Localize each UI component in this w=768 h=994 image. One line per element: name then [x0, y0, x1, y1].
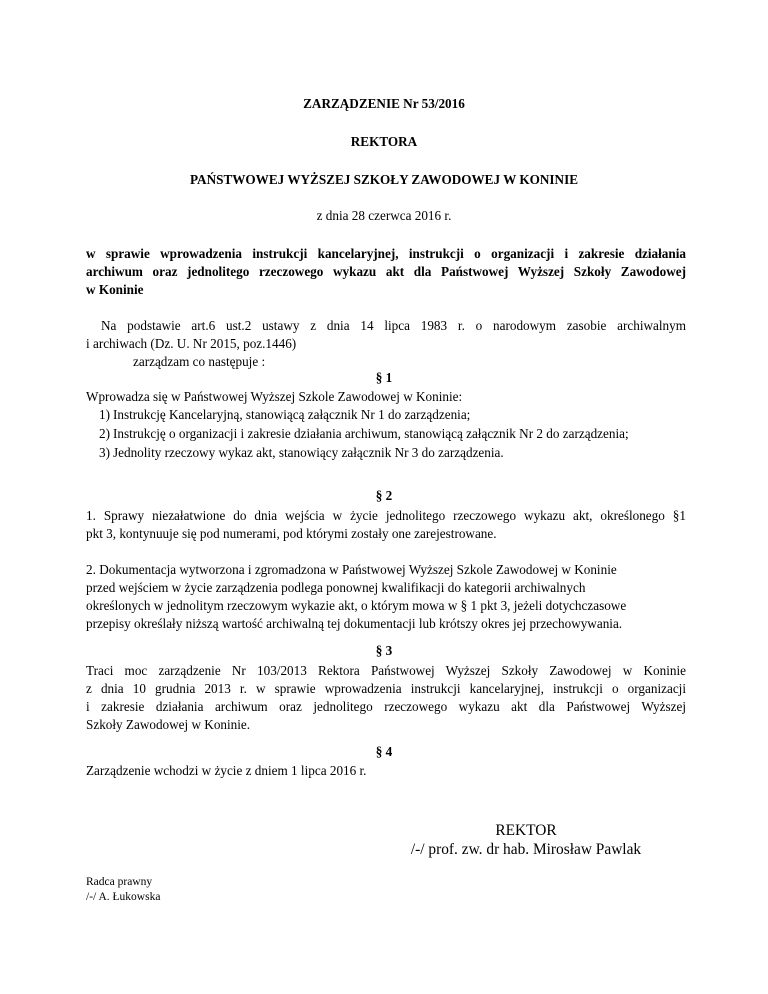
subject-line: w sprawie wprowadzenia instrukcji kancelaryjnej, instrukcji o organizacji i zakresie działania [86, 246, 686, 261]
preamble-line: zarządzam co następuje : [133, 354, 266, 369]
paragraph-line: i zakresie działania archiwum oraz jednolitego rzeczowego wykazu akt dla Państwowej Wyższej [86, 699, 686, 714]
legal-name: /-/ A. Łukowska [86, 891, 161, 903]
issuer-title: REKTORA [350, 134, 418, 149]
paragraph-line: 1. Sprawy niezałatwione do dnia wejścia w życie jednolitego rzeczowego wykazu akt, określonego §1 [86, 508, 686, 523]
paragraph-line: z dnia 10 grudnia 2013 r. w sprawie wprowadzenia instrukcji kancelaryjnej, instrukcji o organizacji [86, 681, 686, 696]
signature-title: REKTOR [495, 822, 557, 839]
paragraph-line: pkt 3, kontynuuje się pod numerami, pod którymi zostały one zarejestrowane. [86, 526, 497, 541]
paragraph-line: określonych w jednolitym rzeczowym wykazie akt, o którym mowa w § 1 pkt 3, jeżeli dotychczasowe [86, 598, 627, 613]
section-intro: Wprowadza się w Państwowej Wyższej Szkole Zawodowej w Koninie: [86, 389, 463, 404]
subject-line: archiwum oraz jednolitego rzeczowego wykazu akt dla Państwowej Wyższej Szkoły Zawodowej [86, 264, 686, 279]
document-date: z dnia 28 czerwca 2016 r. [316, 208, 452, 223]
signature-name: /-/ prof. zw. dr hab. Mirosław Pawlak [410, 841, 642, 858]
list-item-number: 1) [99, 407, 110, 422]
list-item [86, 424, 686, 443]
list-item-number: 2) [99, 426, 110, 441]
list-item [86, 405, 686, 424]
section-text: Zarządzenie wchodzi w życie z dniem 1 lipca 2016 r. [86, 763, 367, 778]
attachment-list [86, 405, 686, 462]
institution-name: PAŃSTWOWEJ WYŻSZEJ SZKOŁY ZAWODOWEJ W KONINIE [189, 172, 579, 187]
paragraph-line: Szkoły Zawodowej w Koninie. [86, 717, 251, 732]
preamble-line: i archiwach (Dz. U. Nr 2015, poz.1446) [86, 336, 297, 351]
preamble-line: Na podstawie art.6 ust.2 ustawy z dnia 14 lipca 1983 r. o narodowym zasobie archiwalnym [101, 318, 686, 333]
paragraph-line: przed wejściem w życie zarządzenia podlega ponownej kwalifikacji do kategorii archiwalnych [86, 580, 586, 595]
section-heading: § 3 [375, 643, 393, 658]
subject-line: w Koninie [86, 282, 144, 297]
paragraph-line: przepisy określały niższą wartość archiwalną tej dokumentacji lub krótszy okres jej przechowywania. [86, 616, 623, 631]
list-item-number: 3) [99, 445, 110, 460]
section-heading: § 4 [375, 744, 393, 759]
list-item-text: Instrukcję Kancelaryjną, stanowiącą załącznik Nr 1 do zarządzenia; [113, 407, 471, 422]
section-heading: § 1 [375, 370, 393, 385]
document-title: ZARZĄDZENIE Nr 53/2016 [303, 96, 465, 111]
list-item [86, 443, 686, 462]
list-item-text: Instrukcję o organizacji i zakresie działania archiwum, stanowiącą załącznik Nr 2 do zarządzenia; [113, 426, 629, 441]
list-item-text: Jednolity rzeczowy wykaz akt, stanowiący załącznik Nr 3 do zarządzenia. [113, 445, 504, 460]
paragraph-line: Traci moc zarządzenie Nr 103/2013 Rektora Państwowej Wyższej Szkoły Zawodowej w Koninie [86, 663, 686, 678]
paragraph-line: 2. Dokumentacja wytworzona i zgromadzona w Państwowej Wyższej Szkole Zawodowej w Koninie [86, 562, 617, 577]
legal-title: Radca prawny [86, 876, 153, 888]
section-heading: § 2 [375, 488, 393, 503]
